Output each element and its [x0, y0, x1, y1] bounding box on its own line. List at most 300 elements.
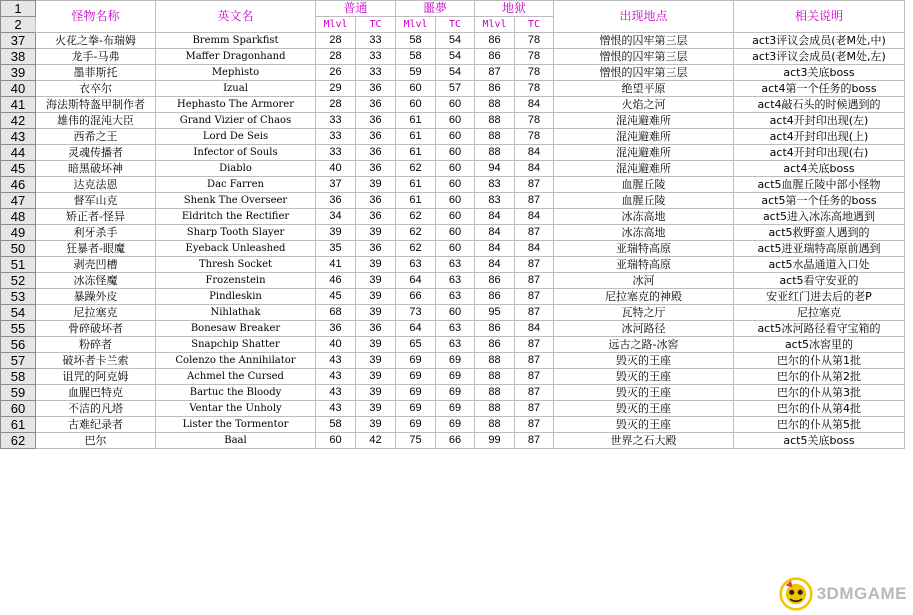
cell-location[interactable]: 毁灭的王座 [554, 369, 734, 385]
cell-monster-name[interactable]: 破坏者卡兰索 [36, 353, 156, 369]
cell-notes[interactable]: 尼拉塞克 [734, 305, 905, 321]
cell-notes[interactable]: act4开封印出现(左) [734, 113, 905, 129]
cell-notes[interactable]: act5水晶通道入口处 [734, 257, 905, 273]
cell-monster-name[interactable]: 利牙杀手 [36, 225, 156, 241]
cell-english-name[interactable]: Infector of Souls [156, 145, 316, 161]
cell-normal-mlvl[interactable]: 33 [316, 113, 356, 129]
cell-hell-mlvl[interactable]: 88 [475, 369, 515, 385]
cell-hell-tc[interactable]: 87 [515, 417, 554, 433]
cell-nightmare-mlvl[interactable]: 61 [396, 145, 436, 161]
cell-nightmare-mlvl[interactable]: 63 [396, 257, 436, 273]
cell-hell-tc[interactable]: 84 [515, 321, 554, 337]
cell-normal-tc[interactable]: 36 [356, 145, 396, 161]
cell-english-name[interactable]: Grand Vizier of Chaos [156, 113, 316, 129]
cell-location[interactable]: 绝望平原 [554, 81, 734, 97]
cell-notes[interactable]: act4第一个任务的boss [734, 81, 905, 97]
cell-hell-mlvl[interactable]: 84 [475, 225, 515, 241]
cell-hell-tc[interactable]: 87 [515, 193, 554, 209]
cell-location[interactable]: 冰河路径 [554, 321, 734, 337]
header-notes[interactable]: 相关说明 [734, 1, 905, 33]
cell-notes[interactable]: act4关底boss [734, 161, 905, 177]
cell-hell-tc[interactable]: 87 [515, 385, 554, 401]
cell-normal-mlvl[interactable]: 60 [316, 433, 356, 449]
cell-monster-name[interactable]: 不洁的凡塔 [36, 401, 156, 417]
cell-english-name[interactable]: Eyeback Unleashed [156, 241, 316, 257]
cell-notes[interactable]: act5看守安亚的 [734, 273, 905, 289]
cell-english-name[interactable]: Eldritch the Rectifier [156, 209, 316, 225]
cell-hell-tc[interactable]: 78 [515, 81, 554, 97]
cell-hell-mlvl[interactable]: 84 [475, 209, 515, 225]
cell-monster-name[interactable]: 尼拉塞克 [36, 305, 156, 321]
cell-normal-tc[interactable]: 42 [356, 433, 396, 449]
cell-english-name[interactable]: Diablo [156, 161, 316, 177]
cell-location[interactable]: 血腥丘陵 [554, 177, 734, 193]
cell-english-name[interactable]: Bremm Sparkfist [156, 33, 316, 49]
cell-nightmare-tc[interactable]: 57 [436, 81, 475, 97]
cell-nightmare-mlvl[interactable]: 64 [396, 321, 436, 337]
cell-monster-name[interactable]: 雄伟的混沌大臣 [36, 113, 156, 129]
cell-normal-tc[interactable]: 36 [356, 321, 396, 337]
cell-normal-tc[interactable]: 39 [356, 225, 396, 241]
cell-notes[interactable]: act5冰河路径看守宝箱的 [734, 321, 905, 337]
cell-notes[interactable]: act5第一个任务的boss [734, 193, 905, 209]
cell-english-name[interactable]: Nihlathak [156, 305, 316, 321]
cell-nightmare-mlvl[interactable]: 73 [396, 305, 436, 321]
cell-english-name[interactable]: Maffer Dragonhand [156, 49, 316, 65]
row-number[interactable]: 1 [1, 1, 36, 17]
cell-nightmare-mlvl[interactable]: 69 [396, 369, 436, 385]
cell-notes[interactable]: 巴尔的仆从第1批 [734, 353, 905, 369]
cell-normal-mlvl[interactable]: 43 [316, 369, 356, 385]
cell-hell-mlvl[interactable]: 94 [475, 161, 515, 177]
cell-hell-tc[interactable]: 87 [515, 305, 554, 321]
cell-nightmare-tc[interactable]: 69 [436, 385, 475, 401]
cell-normal-mlvl[interactable]: 40 [316, 337, 356, 353]
cell-location[interactable]: 毁灭的王座 [554, 401, 734, 417]
cell-hell-tc[interactable]: 87 [515, 353, 554, 369]
cell-monster-name[interactable]: 粉碎者 [36, 337, 156, 353]
cell-normal-tc[interactable]: 36 [356, 81, 396, 97]
cell-english-name[interactable]: Thresh Socket [156, 257, 316, 273]
cell-normal-tc[interactable]: 36 [356, 241, 396, 257]
cell-english-name[interactable]: Lister the Tormentor [156, 417, 316, 433]
row-number[interactable]: 47 [1, 193, 36, 209]
cell-english-name[interactable]: Ventar the Unholy [156, 401, 316, 417]
cell-location[interactable]: 尼拉塞克的神殿 [554, 289, 734, 305]
cell-hell-mlvl[interactable]: 86 [475, 337, 515, 353]
row-number[interactable]: 49 [1, 225, 36, 241]
cell-hell-mlvl[interactable]: 84 [475, 257, 515, 273]
cell-english-name[interactable]: Pindleskin [156, 289, 316, 305]
cell-nightmare-tc[interactable]: 60 [436, 241, 475, 257]
cell-location[interactable]: 亚瑞特高原 [554, 241, 734, 257]
cell-hell-mlvl[interactable]: 88 [475, 401, 515, 417]
cell-location[interactable]: 混沌避难所 [554, 113, 734, 129]
cell-english-name[interactable]: Mephisto [156, 65, 316, 81]
header-location[interactable]: 出现地点 [554, 1, 734, 33]
cell-nightmare-mlvl[interactable]: 64 [396, 273, 436, 289]
cell-monster-name[interactable]: 矫正者-怪异 [36, 209, 156, 225]
row-number[interactable]: 2 [1, 17, 36, 33]
cell-location[interactable]: 亚瑞特高原 [554, 257, 734, 273]
cell-hell-tc[interactable]: 84 [515, 241, 554, 257]
row-number[interactable]: 57 [1, 353, 36, 369]
cell-hell-mlvl[interactable]: 88 [475, 385, 515, 401]
cell-nightmare-tc[interactable]: 54 [436, 65, 475, 81]
cell-hell-mlvl[interactable]: 86 [475, 273, 515, 289]
cell-hell-tc[interactable]: 87 [515, 433, 554, 449]
cell-monster-name[interactable]: 暗黑破坏神 [36, 161, 156, 177]
cell-hell-tc[interactable]: 84 [515, 161, 554, 177]
row-number[interactable]: 39 [1, 65, 36, 81]
cell-nightmare-mlvl[interactable]: 62 [396, 209, 436, 225]
cell-notes[interactable]: act3评议会成员(老M处,中) [734, 33, 905, 49]
header-nightmare-tc[interactable]: TC [436, 17, 475, 33]
cell-monster-name[interactable]: 骨碎破坏者 [36, 321, 156, 337]
cell-normal-tc[interactable]: 39 [356, 289, 396, 305]
row-number[interactable]: 52 [1, 273, 36, 289]
cell-english-name[interactable]: Colenzo the Annihilator [156, 353, 316, 369]
row-number[interactable]: 56 [1, 337, 36, 353]
cell-normal-mlvl[interactable]: 36 [316, 193, 356, 209]
cell-monster-name[interactable]: 诅咒的阿克姆 [36, 369, 156, 385]
cell-nightmare-tc[interactable]: 63 [436, 337, 475, 353]
header-hell[interactable]: 地狱 [475, 1, 554, 17]
header-normal-tc[interactable]: TC [356, 17, 396, 33]
cell-hell-mlvl[interactable]: 99 [475, 433, 515, 449]
cell-hell-tc[interactable]: 87 [515, 289, 554, 305]
row-number[interactable]: 50 [1, 241, 36, 257]
cell-normal-tc[interactable]: 36 [356, 129, 396, 145]
cell-normal-mlvl[interactable]: 26 [316, 65, 356, 81]
cell-nightmare-tc[interactable]: 63 [436, 273, 475, 289]
cell-monster-name[interactable]: 暴躁外皮 [36, 289, 156, 305]
cell-nightmare-tc[interactable]: 60 [436, 177, 475, 193]
cell-normal-tc[interactable]: 33 [356, 65, 396, 81]
cell-monster-name[interactable]: 督军山克 [36, 193, 156, 209]
cell-hell-mlvl[interactable]: 86 [475, 321, 515, 337]
cell-nightmare-mlvl[interactable]: 66 [396, 289, 436, 305]
row-number[interactable]: 54 [1, 305, 36, 321]
cell-nightmare-mlvl[interactable]: 65 [396, 337, 436, 353]
cell-normal-mlvl[interactable]: 33 [316, 145, 356, 161]
cell-normal-tc[interactable]: 39 [356, 337, 396, 353]
cell-location[interactable]: 火焰之河 [554, 97, 734, 113]
cell-location[interactable]: 冰河 [554, 273, 734, 289]
cell-normal-tc[interactable]: 39 [356, 353, 396, 369]
cell-hell-tc[interactable]: 78 [515, 113, 554, 129]
header-nightmare-mlvl[interactable]: Mlvl [396, 17, 436, 33]
cell-monster-name[interactable]: 冰冻怪魔 [36, 273, 156, 289]
cell-notes[interactable]: 巴尔的仆从第5批 [734, 417, 905, 433]
cell-nightmare-mlvl[interactable]: 62 [396, 241, 436, 257]
cell-notes[interactable]: act5救野蛮人遇到的 [734, 225, 905, 241]
header-monster-name[interactable]: 怪物名称 [36, 1, 156, 33]
cell-english-name[interactable]: Baal [156, 433, 316, 449]
cell-notes[interactable]: act4开封印出现(上) [734, 129, 905, 145]
cell-hell-tc[interactable]: 87 [515, 225, 554, 241]
cell-nightmare-tc[interactable]: 60 [436, 161, 475, 177]
cell-normal-tc[interactable]: 33 [356, 49, 396, 65]
cell-hell-mlvl[interactable]: 88 [475, 97, 515, 113]
cell-hell-mlvl[interactable]: 88 [475, 145, 515, 161]
cell-hell-tc[interactable]: 87 [515, 369, 554, 385]
cell-notes[interactable]: act3关底boss [734, 65, 905, 81]
cell-monster-name[interactable]: 灵魂传播者 [36, 145, 156, 161]
cell-normal-mlvl[interactable]: 28 [316, 33, 356, 49]
cell-normal-tc[interactable]: 36 [356, 97, 396, 113]
cell-hell-mlvl[interactable]: 86 [475, 289, 515, 305]
cell-nightmare-mlvl[interactable]: 69 [396, 353, 436, 369]
cell-location[interactable]: 毁灭的王座 [554, 385, 734, 401]
cell-hell-tc[interactable]: 87 [515, 401, 554, 417]
cell-nightmare-mlvl[interactable]: 61 [396, 177, 436, 193]
row-number[interactable]: 42 [1, 113, 36, 129]
cell-normal-mlvl[interactable]: 35 [316, 241, 356, 257]
cell-nightmare-mlvl[interactable]: 60 [396, 97, 436, 113]
cell-normal-mlvl[interactable]: 46 [316, 273, 356, 289]
cell-hell-mlvl[interactable]: 86 [475, 81, 515, 97]
row-number[interactable]: 48 [1, 209, 36, 225]
cell-nightmare-tc[interactable]: 60 [436, 193, 475, 209]
cell-normal-mlvl[interactable]: 58 [316, 417, 356, 433]
cell-monster-name[interactable]: 达克法恩 [36, 177, 156, 193]
cell-monster-name[interactable]: 狂暴者-眼魔 [36, 241, 156, 257]
cell-english-name[interactable]: Snapchip Shatter [156, 337, 316, 353]
cell-nightmare-tc[interactable]: 69 [436, 417, 475, 433]
cell-location[interactable]: 冰冻高地 [554, 225, 734, 241]
cell-location[interactable]: 毁灭的王座 [554, 417, 734, 433]
cell-hell-mlvl[interactable]: 87 [475, 65, 515, 81]
cell-hell-tc[interactable]: 87 [515, 177, 554, 193]
cell-nightmare-tc[interactable]: 69 [436, 369, 475, 385]
cell-location[interactable]: 憎恨的囚牢第三层 [554, 33, 734, 49]
cell-nightmare-tc[interactable]: 60 [436, 145, 475, 161]
header-hell-mlvl[interactable]: Mlvl [475, 17, 515, 33]
row-number[interactable]: 38 [1, 49, 36, 65]
cell-hell-mlvl[interactable]: 88 [475, 129, 515, 145]
row-number[interactable]: 55 [1, 321, 36, 337]
cell-nightmare-mlvl[interactable]: 61 [396, 113, 436, 129]
cell-notes[interactable]: act3评议会成员(老M处,左) [734, 49, 905, 65]
row-number[interactable]: 37 [1, 33, 36, 49]
cell-nightmare-tc[interactable]: 60 [436, 209, 475, 225]
cell-location[interactable]: 远古之路-冰窖 [554, 337, 734, 353]
cell-normal-tc[interactable]: 39 [356, 305, 396, 321]
cell-normal-mlvl[interactable]: 45 [316, 289, 356, 305]
cell-normal-mlvl[interactable]: 37 [316, 177, 356, 193]
cell-normal-mlvl[interactable]: 34 [316, 209, 356, 225]
cell-notes[interactable]: act5血腥丘陵中部小怪物 [734, 177, 905, 193]
row-number[interactable]: 51 [1, 257, 36, 273]
cell-normal-tc[interactable]: 39 [356, 401, 396, 417]
cell-nightmare-mlvl[interactable]: 69 [396, 417, 436, 433]
cell-notes[interactable]: act5关底boss [734, 433, 905, 449]
row-number[interactable]: 53 [1, 289, 36, 305]
cell-location[interactable]: 混沌避难所 [554, 161, 734, 177]
cell-normal-tc[interactable]: 39 [356, 369, 396, 385]
cell-normal-tc[interactable]: 36 [356, 113, 396, 129]
cell-hell-tc[interactable]: 78 [515, 49, 554, 65]
cell-nightmare-tc[interactable]: 63 [436, 321, 475, 337]
cell-location[interactable]: 混沌避难所 [554, 145, 734, 161]
header-normal[interactable]: 普通 [316, 1, 396, 17]
cell-english-name[interactable]: Bartuc the Bloody [156, 385, 316, 401]
cell-location[interactable]: 血腥丘陵 [554, 193, 734, 209]
cell-normal-mlvl[interactable]: 68 [316, 305, 356, 321]
cell-hell-mlvl[interactable]: 84 [475, 241, 515, 257]
cell-monster-name[interactable]: 衣卒尔 [36, 81, 156, 97]
cell-nightmare-tc[interactable]: 60 [436, 129, 475, 145]
row-number[interactable]: 58 [1, 369, 36, 385]
cell-normal-mlvl[interactable]: 36 [316, 321, 356, 337]
cell-normal-tc[interactable]: 39 [356, 385, 396, 401]
cell-nightmare-tc[interactable]: 69 [436, 353, 475, 369]
cell-hell-tc[interactable]: 87 [515, 337, 554, 353]
cell-normal-mlvl[interactable]: 41 [316, 257, 356, 273]
row-number[interactable]: 40 [1, 81, 36, 97]
cell-hell-mlvl[interactable]: 95 [475, 305, 515, 321]
cell-monster-name[interactable]: 剥壳凹槽 [36, 257, 156, 273]
cell-normal-tc[interactable]: 39 [356, 273, 396, 289]
cell-nightmare-mlvl[interactable]: 61 [396, 129, 436, 145]
cell-nightmare-mlvl[interactable]: 61 [396, 193, 436, 209]
cell-nightmare-mlvl[interactable]: 62 [396, 161, 436, 177]
cell-nightmare-mlvl[interactable]: 69 [396, 401, 436, 417]
cell-monster-name[interactable]: 巴尔 [36, 433, 156, 449]
cell-english-name[interactable]: Shenk The Overseer [156, 193, 316, 209]
cell-nightmare-mlvl[interactable]: 58 [396, 49, 436, 65]
cell-notes[interactable]: 安亚红门进去后的老P [734, 289, 905, 305]
cell-notes[interactable]: act4敲石头的时候遇到的 [734, 97, 905, 113]
cell-normal-tc[interactable]: 39 [356, 417, 396, 433]
cell-notes[interactable]: act5进亚瑞特高原前遇到 [734, 241, 905, 257]
cell-nightmare-mlvl[interactable]: 58 [396, 33, 436, 49]
cell-location[interactable]: 憎恨的囚牢第三层 [554, 49, 734, 65]
cell-hell-mlvl[interactable]: 83 [475, 177, 515, 193]
cell-nightmare-tc[interactable]: 63 [436, 289, 475, 305]
row-number[interactable]: 43 [1, 129, 36, 145]
cell-normal-mlvl[interactable]: 29 [316, 81, 356, 97]
cell-notes[interactable]: act5冰窖里的 [734, 337, 905, 353]
cell-monster-name[interactable]: 血腥巴特克 [36, 385, 156, 401]
cell-nightmare-mlvl[interactable]: 69 [396, 385, 436, 401]
cell-nightmare-mlvl[interactable]: 62 [396, 225, 436, 241]
cell-nightmare-tc[interactable]: 54 [436, 49, 475, 65]
row-number[interactable]: 45 [1, 161, 36, 177]
cell-normal-mlvl[interactable]: 40 [316, 161, 356, 177]
cell-normal-tc[interactable]: 36 [356, 209, 396, 225]
cell-normal-mlvl[interactable]: 28 [316, 97, 356, 113]
cell-location[interactable]: 混沌避难所 [554, 129, 734, 145]
cell-normal-mlvl[interactable]: 43 [316, 353, 356, 369]
cell-hell-tc[interactable]: 78 [515, 129, 554, 145]
cell-notes[interactable]: 巴尔的仆从第3批 [734, 385, 905, 401]
cell-nightmare-tc[interactable]: 54 [436, 33, 475, 49]
cell-location[interactable]: 毁灭的王座 [554, 353, 734, 369]
cell-normal-mlvl[interactable]: 39 [316, 225, 356, 241]
cell-english-name[interactable]: Izual [156, 81, 316, 97]
row-number[interactable]: 41 [1, 97, 36, 113]
cell-hell-tc[interactable]: 84 [515, 209, 554, 225]
cell-location[interactable]: 瓦特之厅 [554, 305, 734, 321]
cell-nightmare-tc[interactable]: 60 [436, 305, 475, 321]
cell-hell-tc[interactable]: 87 [515, 273, 554, 289]
cell-normal-tc[interactable]: 36 [356, 161, 396, 177]
cell-notes[interactable]: act5进入冰冻高地遇到 [734, 209, 905, 225]
cell-normal-mlvl[interactable]: 28 [316, 49, 356, 65]
cell-notes[interactable]: act4开封印出现(右) [734, 145, 905, 161]
cell-hell-mlvl[interactable]: 86 [475, 33, 515, 49]
row-number[interactable]: 62 [1, 433, 36, 449]
cell-location[interactable]: 憎恨的囚牢第三层 [554, 65, 734, 81]
cell-english-name[interactable]: Dac Farren [156, 177, 316, 193]
cell-normal-tc[interactable]: 33 [356, 33, 396, 49]
cell-monster-name[interactable]: 墨菲斯托 [36, 65, 156, 81]
cell-normal-mlvl[interactable]: 33 [316, 129, 356, 145]
cell-english-name[interactable]: Sharp Tooth Slayer [156, 225, 316, 241]
cell-normal-tc[interactable]: 39 [356, 177, 396, 193]
cell-nightmare-tc[interactable]: 60 [436, 113, 475, 129]
cell-english-name[interactable]: Achmel the Cursed [156, 369, 316, 385]
header-nightmare[interactable]: 噩夢 [396, 1, 475, 17]
cell-monster-name[interactable]: 古难纪录者 [36, 417, 156, 433]
row-number[interactable]: 44 [1, 145, 36, 161]
cell-normal-tc[interactable]: 36 [356, 193, 396, 209]
row-number[interactable]: 46 [1, 177, 36, 193]
cell-monster-name[interactable]: 海法斯特盔甲制作者 [36, 97, 156, 113]
cell-nightmare-mlvl[interactable]: 75 [396, 433, 436, 449]
cell-monster-name[interactable]: 火花之拳-布瑞姆 [36, 33, 156, 49]
cell-nightmare-tc[interactable]: 60 [436, 97, 475, 113]
cell-hell-tc[interactable]: 87 [515, 257, 554, 273]
cell-hell-tc[interactable]: 84 [515, 145, 554, 161]
cell-location[interactable]: 冰冻高地 [554, 209, 734, 225]
cell-hell-mlvl[interactable]: 88 [475, 113, 515, 129]
cell-nightmare-tc[interactable]: 63 [436, 257, 475, 273]
header-english-name[interactable]: 英文名 [156, 1, 316, 33]
row-number[interactable]: 60 [1, 401, 36, 417]
cell-hell-mlvl[interactable]: 88 [475, 353, 515, 369]
cell-english-name[interactable]: Hephasto The Armorer [156, 97, 316, 113]
cell-normal-tc[interactable]: 39 [356, 257, 396, 273]
cell-nightmare-mlvl[interactable]: 60 [396, 81, 436, 97]
cell-normal-mlvl[interactable]: 43 [316, 401, 356, 417]
cell-monster-name[interactable]: 龙手-马弗 [36, 49, 156, 65]
row-number[interactable]: 59 [1, 385, 36, 401]
cell-nightmare-mlvl[interactable]: 59 [396, 65, 436, 81]
cell-nightmare-tc[interactable]: 60 [436, 225, 475, 241]
cell-hell-mlvl[interactable]: 83 [475, 193, 515, 209]
cell-english-name[interactable]: Lord De Seis [156, 129, 316, 145]
header-normal-mlvl[interactable]: Mlvl [316, 17, 356, 33]
cell-notes[interactable]: 巴尔的仆从第4批 [734, 401, 905, 417]
cell-hell-tc[interactable]: 78 [515, 65, 554, 81]
cell-hell-tc[interactable]: 84 [515, 97, 554, 113]
cell-location[interactable]: 世界之石大殿 [554, 433, 734, 449]
cell-hell-tc[interactable]: 78 [515, 33, 554, 49]
cell-nightmare-tc[interactable]: 66 [436, 433, 475, 449]
cell-nightmare-tc[interactable]: 69 [436, 401, 475, 417]
cell-monster-name[interactable]: 西希之王 [36, 129, 156, 145]
cell-english-name[interactable]: Bonesaw Breaker [156, 321, 316, 337]
cell-hell-mlvl[interactable]: 86 [475, 49, 515, 65]
row-number[interactable]: 61 [1, 417, 36, 433]
cell-hell-mlvl[interactable]: 88 [475, 417, 515, 433]
header-hell-tc[interactable]: TC [515, 17, 554, 33]
cell-english-name[interactable]: Frozenstein [156, 273, 316, 289]
cell-normal-mlvl[interactable]: 43 [316, 385, 356, 401]
